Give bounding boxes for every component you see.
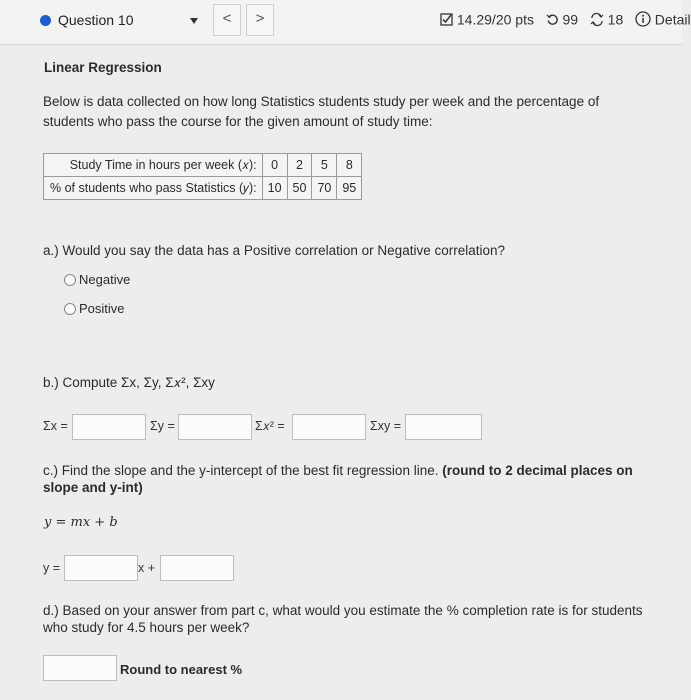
sum-x-label: Σx = bbox=[43, 419, 68, 433]
table-cell: 95 bbox=[337, 177, 362, 200]
sum-y-input[interactable] bbox=[178, 414, 252, 440]
submissions-count: 18 bbox=[607, 11, 624, 28]
row-header-study-time: Study Time in hours per week (𝑥): bbox=[44, 154, 263, 177]
problem-intro: Below is data collected on how long Statistics students study per week and the percentage of students who pass the course for the given amount of study time: bbox=[43, 94, 600, 129]
negative-radio[interactable] bbox=[64, 274, 76, 286]
table-cell: 10 bbox=[262, 177, 287, 200]
sum-xy-label: Σxy = bbox=[370, 419, 401, 433]
data-table bbox=[43, 153, 362, 200]
next-question-button[interactable]: > bbox=[246, 4, 274, 36]
retry-icon bbox=[546, 13, 559, 26]
header-divider bbox=[0, 44, 682, 45]
slope-input[interactable] bbox=[64, 555, 138, 581]
positive-option-label[interactable]: Positive bbox=[79, 301, 125, 316]
question-selector[interactable]: Question 10 bbox=[58, 12, 134, 28]
sum-xy-input[interactable] bbox=[405, 414, 482, 440]
y-equals-label: y = bbox=[43, 561, 61, 575]
table-cell: 50 bbox=[287, 177, 312, 200]
table-cell: 0 bbox=[262, 154, 287, 177]
problem-title: Linear Regression bbox=[44, 60, 162, 75]
part-d-question: d.) Based on your answer from part c, what would you estimate the % completion rate is for students who study for 4.5 hours per week? bbox=[43, 603, 643, 635]
prev-question-button[interactable]: < bbox=[213, 4, 241, 36]
checkbox-icon bbox=[440, 13, 453, 26]
part-c-rounding-note: (round to 2 decimal places on slope and y-int) bbox=[43, 463, 633, 495]
details-link[interactable]: Detail bbox=[654, 11, 691, 28]
table-cell: 70 bbox=[312, 177, 337, 200]
table-cell: 5 bbox=[312, 154, 337, 177]
attempts-count: 99 bbox=[562, 11, 579, 28]
status-dot bbox=[40, 15, 51, 26]
regression-formula: y = mx + b bbox=[44, 515, 118, 530]
negative-option-label[interactable]: Negative bbox=[79, 272, 131, 287]
question-header bbox=[0, 0, 691, 44]
table-cell: 2 bbox=[287, 154, 312, 177]
intercept-input[interactable] bbox=[160, 555, 234, 581]
chevron-down-icon[interactable] bbox=[190, 18, 198, 24]
info-icon[interactable] bbox=[635, 11, 651, 27]
round-note: Round to nearest % bbox=[120, 662, 243, 677]
points-text: 14.29/20 pts bbox=[456, 11, 534, 28]
sum-x-squared-input[interactable] bbox=[292, 414, 366, 440]
sum-x-squared-label: Σ𝑥² = bbox=[255, 419, 285, 433]
table-row bbox=[44, 154, 362, 177]
part-b-question: b.) Compute Σx, Σy, Σ𝑥², Σxy bbox=[43, 375, 215, 390]
table-row bbox=[44, 177, 362, 200]
submissions-icon bbox=[590, 13, 604, 26]
sum-y-label: Σy = bbox=[150, 419, 175, 433]
x-plus-label: x + bbox=[138, 561, 156, 575]
score-area bbox=[440, 10, 691, 27]
sum-x-input[interactable] bbox=[72, 414, 146, 440]
part-c-text: c.) Find the slope and the y-intercept of the best fit regression line. bbox=[43, 463, 439, 478]
estimate-input[interactable] bbox=[43, 655, 117, 681]
row-header-pass-rate: % of students who pass Statistics (𝑦): bbox=[44, 177, 263, 200]
part-c-question bbox=[43, 462, 663, 496]
table-cell: 8 bbox=[337, 154, 362, 177]
part-a-question: a.) Would you say the data has a Positive correlation or Negative correlation? bbox=[43, 243, 505, 258]
positive-radio[interactable] bbox=[64, 303, 76, 315]
